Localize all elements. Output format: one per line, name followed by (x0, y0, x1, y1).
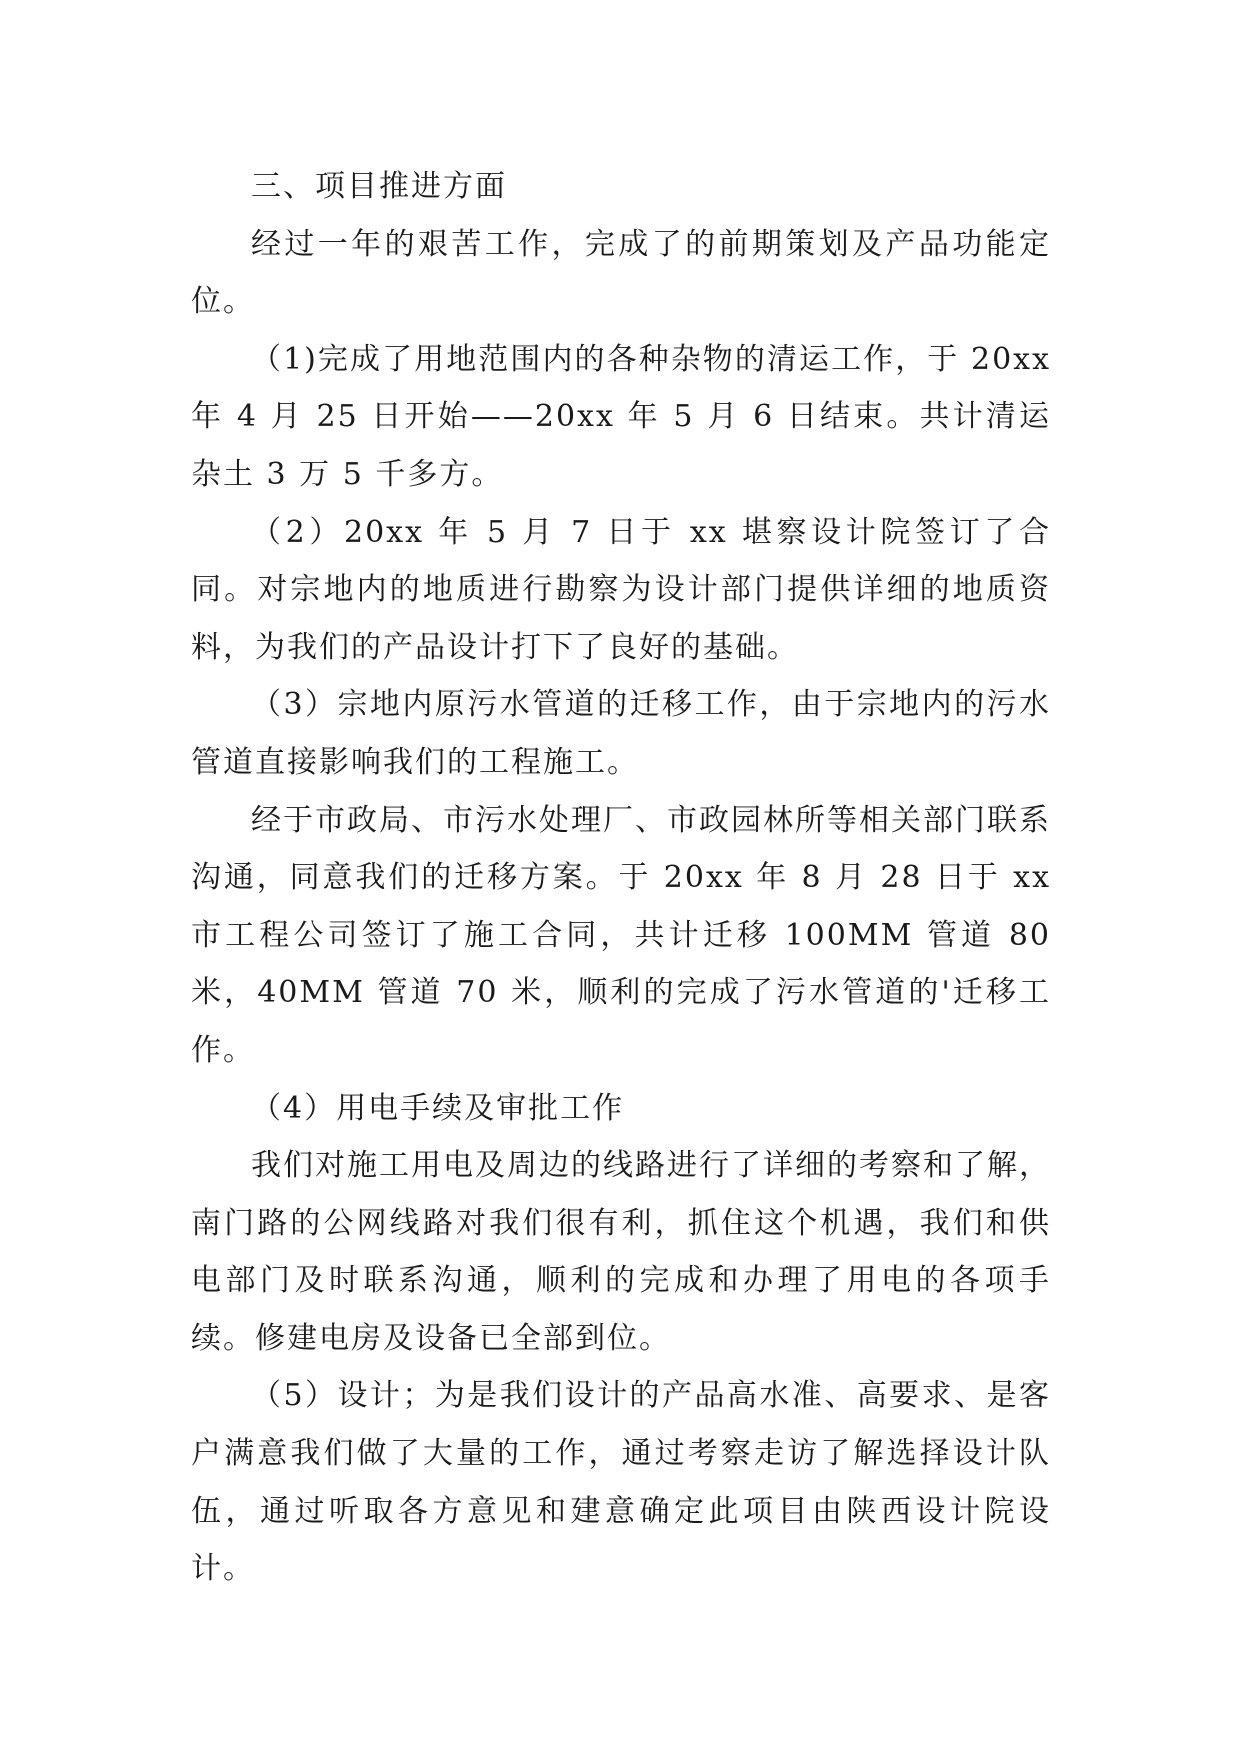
paragraph-item-1-clearing: （1)完成了用地范围内的各种杂物的清运工作，于 20xx 年 4 月 25 日开始——20xx 年 5 月 6 日结束。共计清运杂土 3 万 5 千多方。 (191, 341, 1051, 492)
paragraph-electricity-details: 我们对施工用电及周边的线路进行了详细的考察和了解，南门路的公网线路对我们很有利，抓住这个机遇，我们和供电部门及时联系沟通，顺利的完成和办理了用电的各项手续。修建电房及设备已全部到位。 (191, 1148, 1051, 1356)
paragraph-item-3-sewer: （3）宗地内原污水管道的迁移工作，由于宗地内的污水管道直接影响我们的工程施工。 (191, 687, 1051, 780)
paragraph-item-5-design: （5）设计；为是我们设计的产品高水准、高要求、是客户满意我们做了大量的工作，通过考察走访了解选择设计队伍，通过听取各方意见和建意确定此项目由陕西设计院设计。 (191, 1378, 1051, 1587)
paragraph-item-4-electricity: （4）用电手续及审批工作 (251, 1090, 625, 1126)
document-body (191, 158, 1051, 1598)
section-heading: 三、项目推进方面 (251, 169, 507, 204)
paragraph-summary: 经过一年的艰苦工作，完成了的前期策划及产品功能定位。 (191, 226, 1051, 320)
paragraph-item-2-survey: （2）20xx 年 5 月 7 日于 xx 堪察设计院签订了合同。对宗地内的地质进行勘察为设计部门提供详细的地质资料，为我们的产品设计打下了良好的基础。 (191, 514, 1051, 665)
paragraph-sewer-relocation: 经于市政局、市污水处理厂、市政园林所等相关部门联系沟通，同意我们的迁移方案。于 20xx 年 8 月 28 日于 xx 市工程公司签订了施工合同，共计迁移 100MM 管道 80 米，40MM 管道 70 米，顺利的完成了污水管道的'迁移工作。 (191, 802, 1051, 1068)
